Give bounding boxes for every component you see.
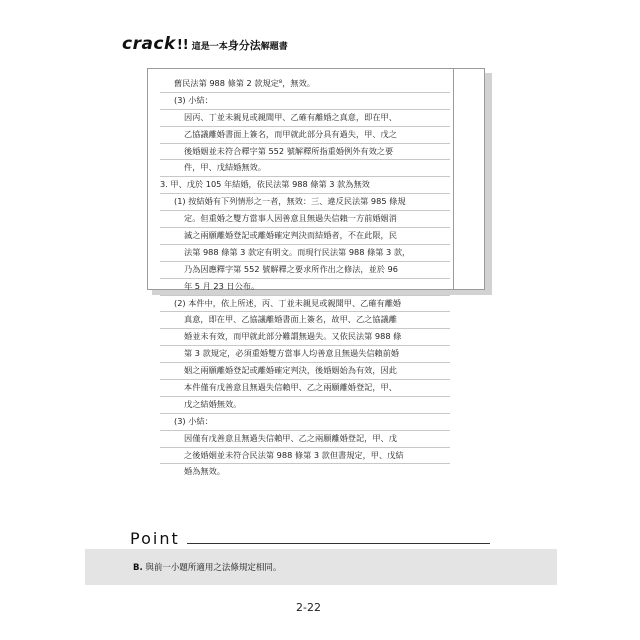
answer-line: 滅之兩願離婚登記或離婚確定判決而結婚者，不在此限，民 — [160, 228, 450, 245]
brand-logo-mark: !! — [176, 38, 189, 53]
point-note-text: 與前一小題所適用之法條規定相同。 — [142, 563, 282, 573]
answer-line: 年 5 月 23 日公布。 — [160, 279, 450, 296]
brand-subtitle — [192, 37, 288, 53]
answer-line: 姻之兩願離婚登記或離婚確定判決，後婚姻始為有效，因此 — [160, 363, 450, 380]
answer-line: 第 3 款規定，必須重婚雙方當事人均善意且無過失信賴前婚 — [160, 346, 450, 363]
brand-logo-word: crack — [122, 34, 176, 54]
answer-line: 乃為因應釋字第 552 號解釋之要求所作出之修法，並於 96 — [160, 262, 450, 279]
answer-line: 戊之結婚無效。 — [160, 397, 450, 414]
answer-line: 婚並未有效，而甲就此部分難謂無過失。又依民法第 988 條 — [160, 329, 450, 346]
answer-line: 法第 988 條第 3 款定有明文。而現行民法第 988 條第 3 款， — [160, 245, 450, 262]
answer-line: 真意，即在甲、乙協議離婚書面上簽名，故甲、乙之協議離 — [160, 312, 450, 329]
answer-lines — [160, 76, 450, 480]
answer-line: 後婚姻並未符合釋字第 552 號解釋所指重婚例外有效之要 — [160, 144, 450, 161]
answer-line: 婚為無效。 — [184, 466, 225, 477]
page-number: 2-22 — [296, 601, 321, 614]
answer-line: (3) 小結： — [160, 93, 450, 110]
panel-margin-rule — [453, 69, 454, 289]
answer-line: (1) 按結婚有下列情形之一者，無效：三、違反民法第 985 條規 — [160, 194, 450, 211]
answer-line: 定。但重婚之雙方當事人因善意且無過失信賴一方前婚姻消 — [160, 211, 450, 228]
answer-line: 之後婚姻並未符合民法第 988 條第 3 款但書規定，甲、戊結 — [160, 448, 450, 465]
answer-panel — [147, 68, 485, 477]
brand-header — [122, 34, 288, 54]
answer-line: (2) 本件中，依上所述，丙、丁並未親見或親聞甲、乙確有離婚 — [160, 296, 450, 313]
brand-subtitle-prefix: 這是一本 — [191, 42, 228, 52]
brand-subtitle-emphasis: 身分法 — [227, 39, 261, 52]
answer-line: 舊民法第 988 條第 2 款規定⁸，無效。 — [160, 76, 450, 93]
answer-line: 3. 甲、戊於 105 年結婚，依民法第 988 條第 3 款為無效 — [160, 177, 450, 194]
point-note — [133, 561, 281, 573]
answer-line: (3) 小結： — [160, 414, 450, 431]
point-heading-rule — [187, 543, 490, 544]
answer-line: 因僅有戊善意且無過失信賴甲、乙之兩願離婚登記，甲、戊 — [160, 431, 450, 448]
answer-line: 件，甲、戊結婚無效。 — [160, 160, 450, 177]
point-note-label: B. — [133, 563, 143, 573]
brand-subtitle-suffix: 解題書 — [260, 42, 288, 52]
answer-line: 因丙、丁並未親見或親聞甲、乙確有離婚之真意，即在甲、 — [160, 110, 450, 127]
point-heading: Point — [130, 529, 180, 548]
answer-line: 本件僅有戊善意且無過失信賴甲、乙之兩願離婚登記，甲、 — [160, 380, 450, 397]
answer-line: 乙協議離婚書面上簽名，而甲就此部分具有過失，甲、戊之 — [160, 127, 450, 144]
